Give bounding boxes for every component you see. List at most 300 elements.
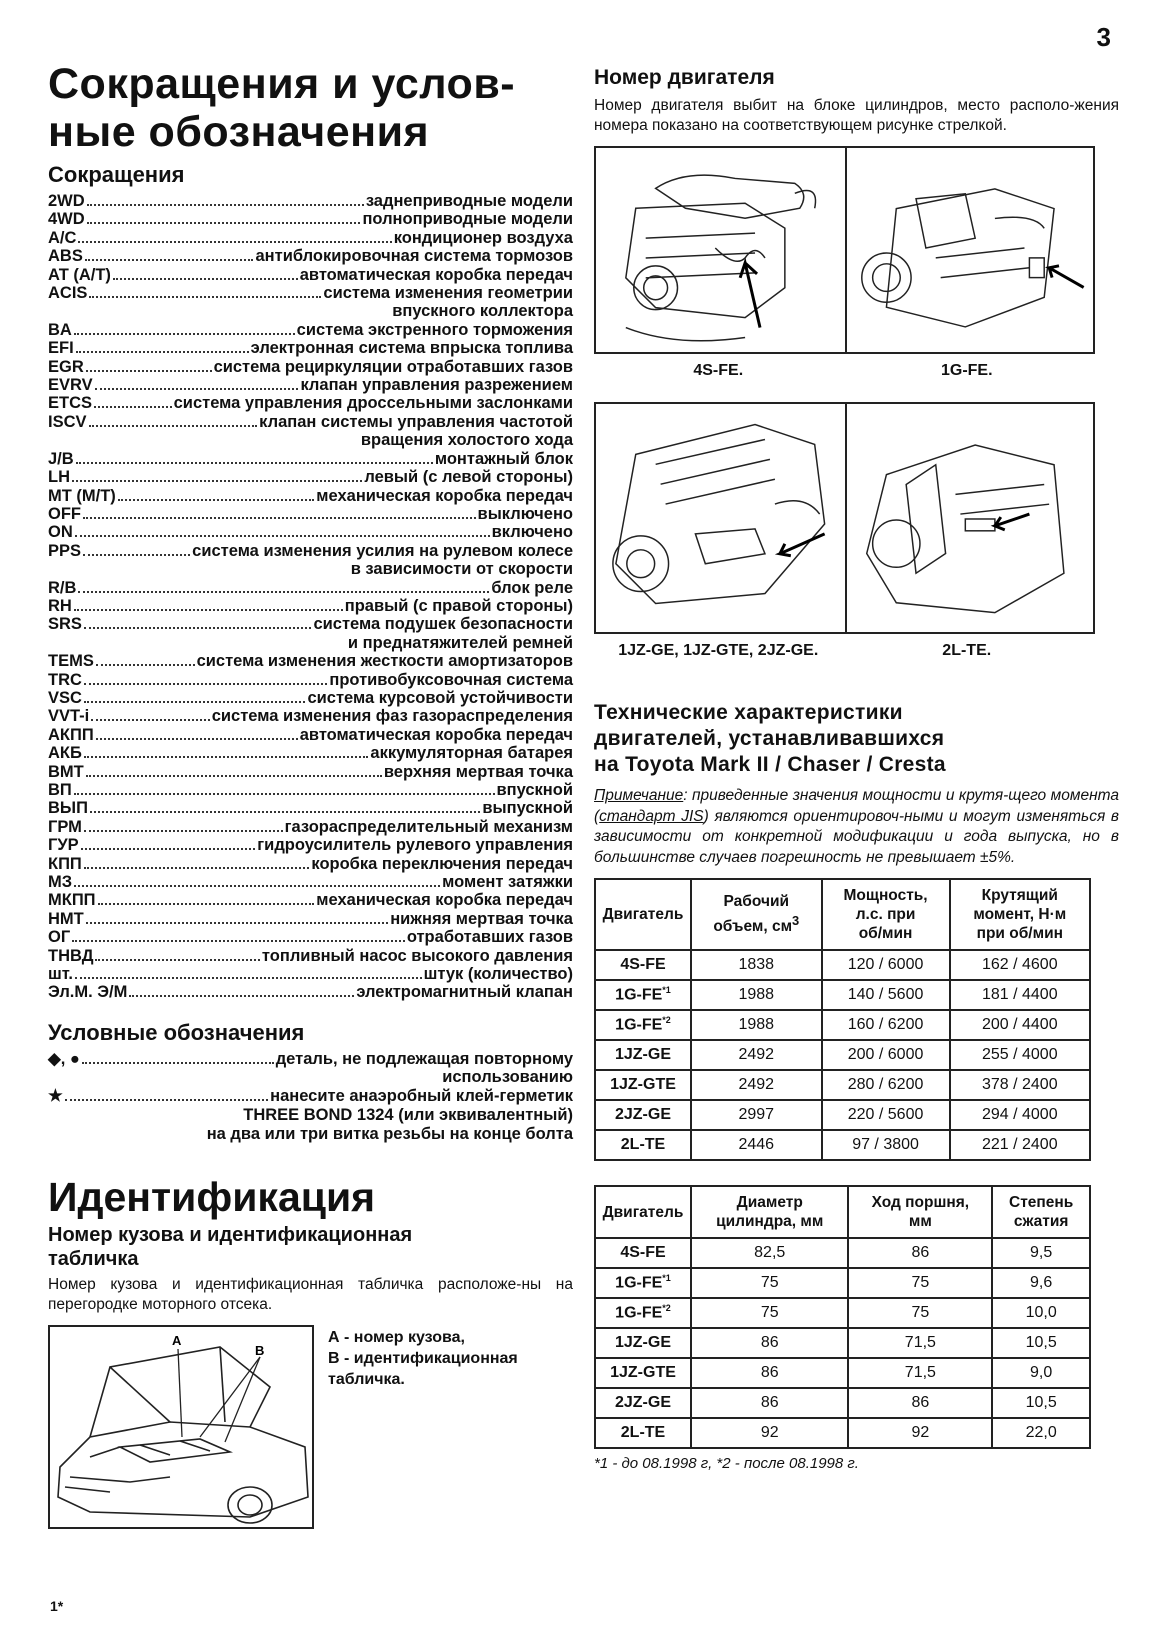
- abbreviation-continuation: вращения холостого хода: [360, 431, 573, 450]
- dot-leader: [75, 535, 490, 537]
- abbreviation-row: [48, 284, 573, 302]
- tech-specs-heading: [594, 700, 1119, 778]
- engine-figure-2l-te: [845, 404, 1094, 632]
- body-number-heading: [48, 1223, 573, 1271]
- abbreviation-row: [48, 744, 573, 762]
- caption-1g-fe: 1G-FE.: [940, 362, 993, 379]
- abbreviation-value: система изменения фаз газораспределения: [211, 707, 573, 726]
- value-cell: 294 / 4000: [950, 1100, 1090, 1130]
- table-row: [595, 1418, 1090, 1448]
- value-cell: 140 / 5600: [822, 980, 950, 1010]
- dot-leader: [85, 259, 254, 261]
- page-title-line2: ные обозначения: [48, 108, 430, 156]
- abbreviation-value: аккумуляторная батарея: [370, 744, 573, 763]
- engine-cell: [595, 1070, 691, 1100]
- engine-figures-bottom: [594, 402, 1095, 634]
- engine-footnote-mark: *2: [662, 1015, 671, 1026]
- value-cell: 75: [691, 1298, 848, 1328]
- note-jis: стандарт JIS: [599, 807, 704, 825]
- abbreviation-value: полноприводные модели: [362, 210, 573, 229]
- value-cell: 200 / 6000: [822, 1040, 950, 1070]
- dot-leader: [90, 811, 480, 813]
- abbreviation-row: [48, 210, 573, 228]
- value-cell: 75: [848, 1298, 992, 1328]
- abbreviation-continuation: в зависимости от скорости: [350, 560, 573, 579]
- abbreviation-row: [48, 505, 573, 523]
- value-cell: 86: [691, 1328, 848, 1358]
- abbreviation-value: система изменения жесткости амортизаторов: [196, 652, 573, 671]
- abbreviation-row: [48, 579, 573, 597]
- abbreviation-row: [48, 983, 573, 1001]
- abbreviation-key: ГУР: [48, 836, 79, 855]
- symbol-value: нанесите анаэробный клей-герметик: [270, 1087, 573, 1106]
- symbol-key: ★: [48, 1087, 63, 1106]
- engine-name: 1JZ-GE: [614, 1046, 671, 1063]
- dot-leader: [72, 940, 405, 942]
- dot-leader: [87, 204, 364, 206]
- engine-name: 1G-FE: [615, 1016, 663, 1034]
- value-cell: 181 / 4400: [950, 980, 1090, 1010]
- page-title: [48, 60, 573, 156]
- engine-name: 2JZ-GE: [614, 1394, 671, 1411]
- abbreviation-value: кондиционер воздуха: [393, 228, 573, 247]
- abbreviation-value: антиблокировочная система тормозов: [255, 247, 573, 266]
- dot-leader: [76, 462, 433, 464]
- value-cell: 2997: [691, 1100, 822, 1130]
- page-number: 3: [1096, 22, 1111, 52]
- abbreviation-key: ISCV: [48, 412, 87, 431]
- table-row: [595, 1328, 1090, 1358]
- dot-leader: [75, 977, 422, 979]
- table-row: [595, 1040, 1090, 1070]
- abbreviation-value: штук (количество): [423, 965, 573, 984]
- value-cell: 86: [848, 1238, 992, 1268]
- caption-4s-fe: 4S-FE.: [693, 362, 744, 379]
- engine-figure-1g-fe: [845, 148, 1094, 352]
- dot-leader: [84, 830, 283, 832]
- engine-figure-1jz: [596, 404, 845, 632]
- value-cell: 71,5: [848, 1328, 992, 1358]
- value-cell: 200 / 4400: [950, 1010, 1090, 1040]
- abbreviation-value: впускной: [496, 781, 573, 799]
- engine-cell: [595, 1100, 691, 1130]
- identification-title: Идентификация: [48, 1173, 376, 1220]
- abbreviation-row: [48, 394, 573, 412]
- abbreviation-value: клапан системы управления частотой: [259, 412, 573, 431]
- value-cell: 75: [848, 1268, 992, 1298]
- dot-leader: [74, 885, 440, 887]
- t2-header-stroke: Ход поршня, мм: [848, 1186, 992, 1238]
- abbreviation-value: система рециркуляции отработавших газов: [213, 357, 573, 376]
- abbreviation-key: ON: [48, 523, 73, 542]
- dot-leader: [74, 793, 495, 795]
- abbreviation-key: АКБ: [48, 744, 82, 763]
- value-cell: 2492: [691, 1040, 822, 1070]
- abbreviation-value: выпускной: [482, 799, 573, 818]
- abbreviation-key: ОГ: [48, 928, 71, 947]
- abbreviation-row: [48, 487, 573, 505]
- engine-cell: [595, 1298, 691, 1328]
- engine-cell: [595, 1040, 691, 1070]
- dot-leader: [86, 370, 212, 372]
- table-row: [595, 950, 1090, 980]
- engine-name: 1JZ-GTE: [610, 1076, 676, 1093]
- abbreviation-key: НМТ: [48, 909, 84, 928]
- abbreviation-value: верхняя мертвая точка: [383, 762, 573, 781]
- abbreviation-value: момент затяжки: [442, 873, 573, 892]
- tech-note: [594, 786, 1119, 868]
- abbreviation-key: AT (A/T): [48, 265, 111, 284]
- symbol-key: ◆, ●: [48, 1049, 80, 1068]
- tech-heading-line2: двигателей, устанавливавшихся: [594, 727, 945, 750]
- abbreviation-row: [48, 726, 573, 744]
- abbreviation-continuation: и преднатяжителей ремней: [347, 633, 573, 652]
- abbreviation-key: КПП: [48, 854, 82, 873]
- abbreviation-row: [48, 229, 573, 247]
- abbreviation-value: система управления дроссельными заслонками: [173, 394, 573, 413]
- abbreviation-value: нижняя мертвая точка: [390, 909, 573, 928]
- abbreviation-value: электронная система впрыска топлива: [250, 339, 573, 358]
- engine-cell: [595, 980, 691, 1010]
- symbol-value: деталь, не подлежащая повторному: [275, 1049, 573, 1068]
- abbreviation-value: правый (с правой стороны): [344, 596, 573, 615]
- car-label-b: B: [255, 1342, 265, 1358]
- note-label: Примечание: [594, 787, 684, 804]
- t1-header-engine: Двигатель: [595, 879, 691, 950]
- abbreviation-key: 2WD: [48, 192, 85, 210]
- abbreviation-row: [48, 523, 573, 541]
- abbreviation-value: отработавших газов: [406, 928, 573, 947]
- abbreviation-value: блок реле: [491, 578, 573, 597]
- tech-heading-line3: на Toyota Mark II / Chaser / Cresta: [594, 753, 946, 776]
- caption-1jz: 1JZ-GE, 1JZ-GTE, 2JZ-GE.: [618, 642, 819, 659]
- value-cell: 2446: [691, 1130, 822, 1160]
- dot-leader: [94, 406, 172, 408]
- engine-name: 4S-FE: [620, 1244, 666, 1261]
- dot-leader: [89, 425, 258, 427]
- engine-number-heading: Номер двигателя: [594, 66, 775, 89]
- abbreviation-row: [48, 965, 573, 983]
- value-cell: 220 / 5600: [822, 1100, 950, 1130]
- dot-leader: [89, 296, 321, 298]
- abbreviation-key: АКПП: [48, 725, 94, 744]
- abbreviation-value: гидроусилитель рулевого управления: [257, 836, 573, 855]
- abbreviation-value: автоматическая коробка передач: [299, 265, 573, 284]
- abbreviation-key: ТНВД: [48, 946, 94, 965]
- table-row: [595, 980, 1090, 1010]
- dot-leader: [78, 591, 489, 593]
- table-row: [595, 1238, 1090, 1268]
- dot-leader: [84, 756, 369, 758]
- value-cell: 2492: [691, 1070, 822, 1100]
- abbreviation-row: [48, 468, 573, 486]
- abbreviation-key: ВЫП: [48, 799, 88, 818]
- abbreviation-row: [48, 450, 573, 468]
- abbreviation-value: включено: [491, 523, 573, 542]
- abbreviation-value: монтажный блок: [434, 449, 573, 468]
- abbreviation-row: [48, 891, 573, 909]
- dot-leader: [83, 517, 476, 519]
- table-row: [595, 1388, 1090, 1418]
- engine-name: 1JZ-GTE: [610, 1364, 676, 1381]
- body-number-heading-line2: табличка: [48, 1247, 139, 1270]
- table-row: [595, 1070, 1090, 1100]
- car-drawing: [50, 1327, 312, 1527]
- dot-leader: [95, 388, 299, 390]
- legend-b-line1: В - идентификационная: [328, 1349, 518, 1367]
- dot-leader: [82, 1062, 274, 1064]
- dot-leader: [84, 683, 327, 685]
- dot-leader: [72, 480, 362, 482]
- dot-leader: [84, 627, 312, 629]
- t2-header-bore: Диаметр цилиндра, мм: [691, 1186, 848, 1238]
- abbreviation-key: 4WD: [48, 210, 85, 229]
- dot-leader: [74, 333, 295, 335]
- abbreviation-row: [48, 910, 573, 928]
- abbreviation-row: [48, 873, 573, 891]
- bore-stroke-table: [594, 1185, 1091, 1449]
- abbreviation-value: выключено: [477, 504, 573, 523]
- abbreviation-row: [48, 615, 573, 633]
- abbreviation-key: EGR: [48, 357, 84, 376]
- engine-name: 1G-FE: [615, 1274, 663, 1292]
- dot-leader: [118, 499, 314, 501]
- abbreviation-key: ГРМ: [48, 817, 82, 836]
- abbreviation-key: МЗ: [48, 873, 73, 892]
- abbreviations-list: [48, 192, 573, 1002]
- dot-leader: [113, 278, 298, 280]
- table-row: [595, 1358, 1090, 1388]
- value-cell: 92: [848, 1418, 992, 1448]
- tech-heading-line1: Технические характеристики: [594, 701, 903, 724]
- value-cell: 9,6: [992, 1268, 1090, 1298]
- value-cell: 378 / 2400: [950, 1070, 1090, 1100]
- engine-cell: [595, 1358, 691, 1388]
- dot-leader: [86, 775, 382, 777]
- abbreviation-key: шт.: [48, 965, 73, 984]
- engine-name: 2JZ-GE: [614, 1106, 671, 1123]
- engine-figure-4s-fe: [596, 148, 845, 352]
- engine-cell: [595, 1268, 691, 1298]
- legend-b-line2: табличка.: [328, 1370, 405, 1388]
- abbreviation-value: механическая коробка передач: [316, 891, 573, 910]
- symbol-row: [48, 1087, 573, 1105]
- value-cell: 10,0: [992, 1298, 1090, 1328]
- abbreviation-value: клапан управления разрежением: [300, 376, 573, 395]
- value-cell: 1988: [691, 1010, 822, 1040]
- abbreviation-row: [48, 192, 573, 210]
- value-cell: 1988: [691, 980, 822, 1010]
- abbreviation-key: VSC: [48, 688, 82, 707]
- car-legend: [328, 1327, 518, 1529]
- value-cell: 86: [691, 1358, 848, 1388]
- dot-leader: [74, 609, 343, 611]
- engine-footnote-mark: *1: [662, 1273, 671, 1284]
- note-part1: : приведенные значения мощности и крутя-щего момента (: [594, 787, 1119, 825]
- abbreviation-row: [48, 836, 573, 854]
- abbreviation-key: TRC: [48, 670, 82, 689]
- t1-header-torque: Крутящий момент, Н·м при об/мин: [950, 879, 1090, 950]
- value-cell: 86: [691, 1388, 848, 1418]
- abbreviation-key: R/B: [48, 578, 77, 597]
- table-row: [595, 1010, 1090, 1040]
- symbol-row: [48, 1050, 573, 1068]
- abbreviation-row: [48, 947, 573, 965]
- left-column: [48, 60, 573, 1529]
- value-cell: 255 / 4000: [950, 1040, 1090, 1070]
- abbreviation-row: [48, 321, 573, 339]
- t2-header-engine: Двигатель: [595, 1186, 691, 1238]
- abbreviation-value: автоматическая коробка передач: [299, 725, 573, 744]
- car-label-a: A: [172, 1332, 182, 1348]
- value-cell: 10,5: [992, 1388, 1090, 1418]
- abbreviation-value: система изменения усилия на рулевом колесе: [192, 541, 573, 560]
- dot-leader: [91, 719, 209, 721]
- value-cell: 82,5: [691, 1238, 848, 1268]
- engine-name: 1G-FE: [615, 1304, 663, 1322]
- abbreviation-key: SRS: [48, 615, 82, 634]
- dot-leader: [86, 922, 388, 924]
- dot-leader: [96, 664, 195, 666]
- abbreviation-key: LH: [48, 468, 70, 487]
- value-cell: 120 / 6000: [822, 950, 950, 980]
- dot-leader: [84, 701, 306, 703]
- value-cell: 160 / 6200: [822, 1010, 950, 1040]
- abbreviation-key: OFF: [48, 504, 81, 523]
- value-cell: 22,0: [992, 1418, 1090, 1448]
- abbreviation-value: газораспределительный механизм: [284, 817, 573, 836]
- abbreviation-row: [48, 763, 573, 781]
- abbreviation-key: ACIS: [48, 284, 88, 303]
- engine-name: 4S-FE: [620, 956, 666, 973]
- value-cell: 9,0: [992, 1358, 1090, 1388]
- value-cell: 221 / 2400: [950, 1130, 1090, 1160]
- symbol-continuation: на два или три витка резьбы на конце болта: [206, 1124, 573, 1143]
- engine-cell: [595, 1388, 691, 1418]
- abbreviation-row: [48, 542, 573, 560]
- abbreviation-value: заднеприводные модели: [365, 192, 573, 210]
- abbreviation-row: [48, 413, 573, 431]
- dot-leader: [96, 738, 298, 740]
- table-row: [595, 1100, 1090, 1130]
- abbreviation-key: J/B: [48, 449, 74, 468]
- abbreviation-key: ВМТ: [48, 762, 84, 781]
- abbreviation-row: [48, 707, 573, 725]
- abbreviation-key: Эл.М. Э/М: [48, 983, 128, 1002]
- abbreviation-continuation: впускного коллектора: [392, 302, 573, 321]
- value-cell: 1838: [691, 950, 822, 980]
- value-cell: 10,5: [992, 1328, 1090, 1358]
- caption-2l-te: 2L-TE.: [942, 642, 992, 659]
- symbol-continuation: использованию: [442, 1068, 573, 1087]
- table-row: [595, 1298, 1090, 1328]
- abbreviation-row: [48, 376, 573, 394]
- table-row: [595, 1130, 1090, 1160]
- abbreviation-row: [48, 928, 573, 946]
- abbreviation-key: ABS: [48, 247, 83, 266]
- abbreviation-row: [48, 818, 573, 836]
- dot-leader: [78, 241, 391, 243]
- dot-leader: [95, 959, 259, 961]
- dot-leader: [87, 222, 361, 224]
- body-number-text: Номер кузова и идентификационная табличка расположе-ны на перегородке моторного отсека.: [48, 1275, 573, 1313]
- engine-name: 1JZ-GE: [614, 1334, 671, 1351]
- t2-header-compression: Степень сжатия: [992, 1186, 1090, 1238]
- symbol-continuation: THREE BOND 1324 (или эквивалентный): [243, 1105, 573, 1124]
- abbreviation-row: [48, 266, 573, 284]
- abbreviation-row: [48, 799, 573, 817]
- engine-captions-bottom: [594, 642, 1091, 660]
- abbreviation-key: МКПП: [48, 891, 96, 910]
- symbols-list: [48, 1050, 573, 1144]
- t1-header-displacement: Рабочий объем, $см^3$: [691, 879, 822, 950]
- page-title-line1: Сокращения и услов-: [48, 60, 516, 108]
- value-cell: 75: [691, 1268, 848, 1298]
- t1-header-power: Мощность, л.с. при об/мин: [822, 879, 950, 950]
- dot-leader: [84, 867, 310, 869]
- abbreviations-heading: Сокращения: [48, 162, 185, 187]
- abbreviation-key: TEMS: [48, 652, 94, 671]
- engine-name: 2L-TE: [620, 1424, 666, 1441]
- abbreviation-row: [48, 652, 573, 670]
- abbreviation-row: [48, 247, 573, 265]
- value-cell: 71,5: [848, 1358, 992, 1388]
- abbreviation-key: EVRV: [48, 376, 93, 395]
- dot-leader: [129, 995, 354, 997]
- engine-cell: [595, 1010, 691, 1040]
- abbreviation-value: коробка переключения передач: [311, 854, 573, 873]
- dot-leader: [76, 351, 249, 353]
- engine-cell: [595, 1130, 691, 1160]
- dot-leader: [83, 554, 190, 556]
- engine-number-text: Номер двигателя выбит на блоке цилиндров, место располо-жения номера показано на соответствующем рисунке стрелкой.: [594, 97, 1119, 134]
- abbreviation-value: система экстренного торможения: [296, 320, 573, 339]
- abbreviation-value: левый (с левой стороны): [364, 468, 573, 487]
- abbreviation-row: [48, 855, 573, 873]
- abbreviation-key: A/C: [48, 228, 77, 247]
- abbreviation-key: BA: [48, 320, 72, 339]
- engine-name: 1G-FE: [615, 986, 663, 1004]
- abbreviation-value: механическая коробка передач: [316, 486, 573, 505]
- engine-name: 2L-TE: [620, 1136, 666, 1153]
- engine-captions-top: [594, 362, 1091, 380]
- dot-leader: [65, 1099, 268, 1101]
- note-part2: ) являются ориентировоч-ными и могут изменяться в зависимости от конкретной модификации и года выпуска, но в большинстве случаев погрешность не превышает ±5%.: [594, 807, 1120, 866]
- abbreviation-value: система подушек безопасности: [313, 615, 573, 634]
- body-number-heading-line1: Номер кузова и идентификационная: [48, 1223, 413, 1246]
- value-cell: 162 / 4600: [950, 950, 1090, 980]
- abbreviation-key: MT (M/T): [48, 486, 116, 505]
- abbreviation-key: RH: [48, 596, 72, 615]
- abbreviation-key: ETCS: [48, 394, 93, 413]
- abbreviation-key: ВП: [48, 781, 72, 799]
- value-cell: 86: [848, 1388, 992, 1418]
- value-cell: 92: [691, 1418, 848, 1448]
- abbreviation-key: PPS: [48, 541, 82, 560]
- abbreviation-value: система изменения геометрии: [323, 284, 573, 303]
- abbreviation-value: топливный насос высокого давления: [261, 946, 573, 965]
- abbreviation-row: [48, 781, 573, 799]
- abbreviation-row: [48, 358, 573, 376]
- right-column: [594, 66, 1119, 1472]
- engine-figures-top: [594, 146, 1095, 354]
- dot-leader: [81, 848, 256, 850]
- engine-cell: [595, 950, 691, 980]
- value-cell: 97 / 3800: [822, 1130, 950, 1160]
- abbreviation-row: [48, 689, 573, 707]
- abbreviation-row: [48, 597, 573, 615]
- legend-a: А - номер кузова,: [328, 1328, 465, 1346]
